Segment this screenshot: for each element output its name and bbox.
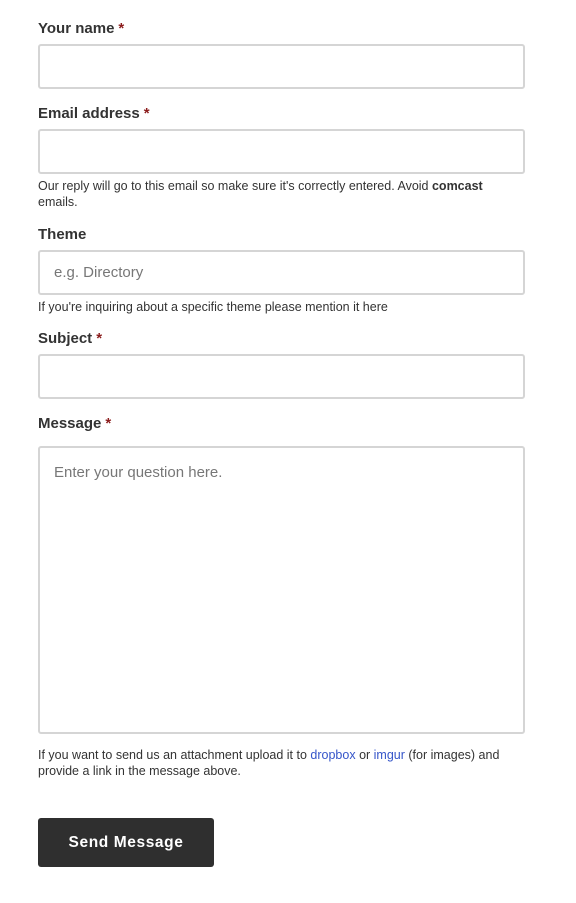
email-help-after: emails. [38, 195, 78, 209]
email-help-text [38, 178, 525, 210]
email-input[interactable] [38, 129, 525, 174]
required-marker: * [96, 330, 103, 347]
name-input[interactable] [38, 44, 525, 89]
subject-label-text: Subject [38, 330, 93, 347]
attachment-text-middle: or [355, 748, 374, 762]
email-label-text: Email address [38, 105, 140, 122]
required-marker: * [118, 20, 125, 37]
theme-label-text: Theme [38, 226, 87, 243]
message-textarea[interactable] [38, 446, 525, 734]
subject-label [38, 330, 102, 348]
attachment-text-before: If you want to send us an attachment upload it to [38, 748, 311, 762]
email-help-before: Our reply will go to this email so make sure it's correctly entered. Avoid [38, 179, 432, 193]
subject-input[interactable] [38, 354, 525, 399]
message-label [38, 415, 111, 433]
send-message-button[interactable]: Send Message [38, 818, 214, 867]
message-label-text: Message [38, 415, 102, 432]
email-label [38, 105, 150, 123]
email-help-bold: comcast [431, 179, 483, 193]
required-marker: * [105, 415, 112, 432]
required-marker: * [143, 105, 150, 122]
theme-input[interactable] [38, 250, 525, 295]
imgur-link[interactable]: imgur [373, 748, 405, 762]
dropbox-link[interactable]: dropbox [310, 748, 356, 762]
theme-help-text: If you're inquiring about a specific theme please mention it here [38, 300, 388, 314]
theme-label [38, 226, 86, 244]
name-label [38, 20, 124, 38]
name-label-text: Your name [38, 20, 115, 37]
attachment-text-after: (for images) and provide a link in the message above. [38, 748, 500, 778]
attachment-help-text [38, 747, 525, 779]
